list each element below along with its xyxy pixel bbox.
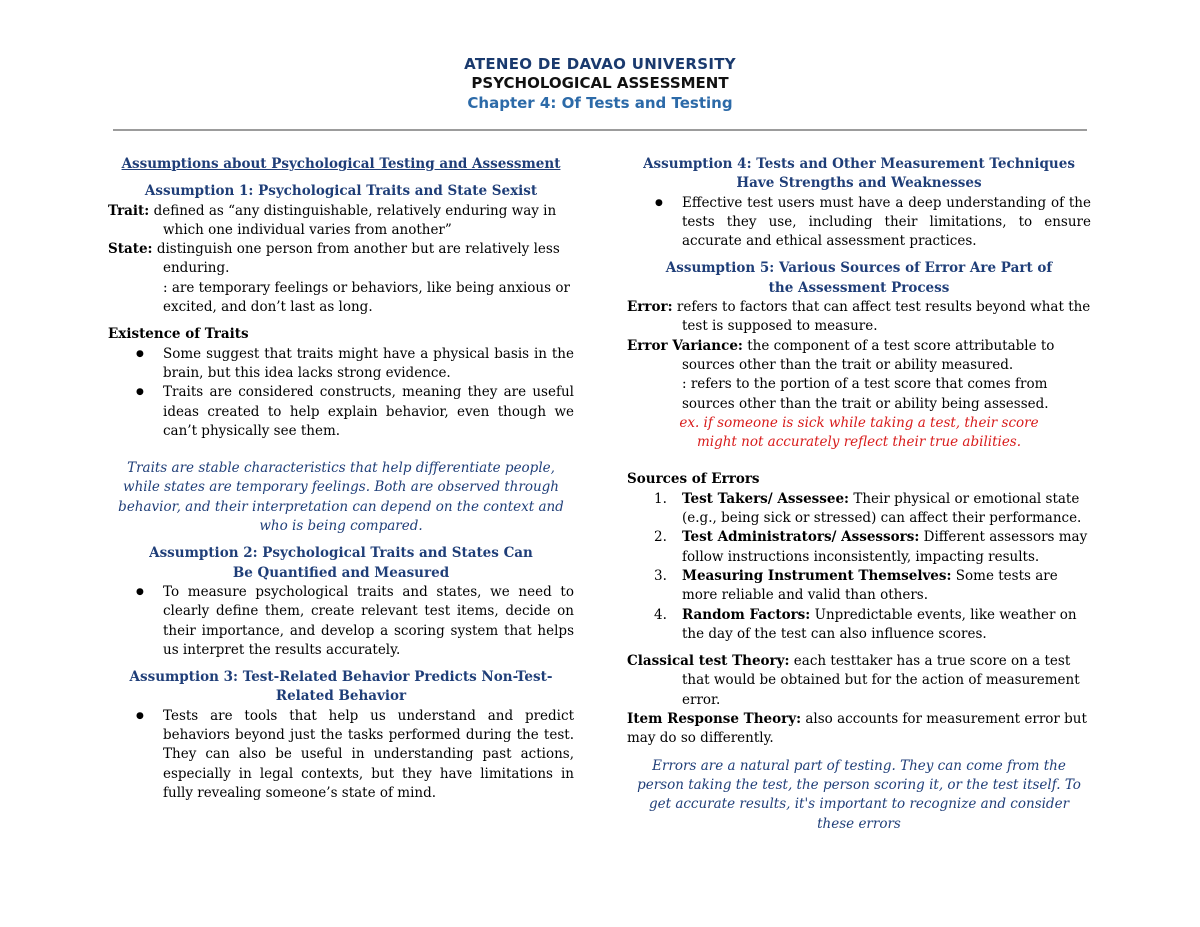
errors-summary-note: Errors are a natural part of testing. They can come from the person taking the test, the person scoring it, or the test itself. To get accurate results, it's important to recognize and consider these errors (637, 757, 1081, 832)
assumption-5-title: Assumption 5: Various Sources of Error Are Part of the Assessment Process (665, 260, 1053, 296)
source-text: Some tests are more reliable and valid than others. (682, 567, 1058, 604)
error-label: Error: (627, 299, 673, 316)
state-label: State: (108, 241, 153, 258)
source-text: Different assessors may follow instructions inconsistently, impacting results. (682, 529, 1088, 565)
ctt-definition (627, 652, 1091, 710)
assumption-2-title: Assumption 2: Psychological Traits and States Can Be Quantified and Measured (149, 545, 533, 581)
university-title: ATENEO DE DAVAO UNIVERSITY (464, 55, 736, 73)
irt-label: Item Response Theory: (627, 711, 802, 728)
chapter-title: Chapter 4: Of Tests and Testing (467, 94, 733, 112)
sources-heading: Sources of Errors (627, 471, 760, 488)
main-section-title: Assumptions about Psychological Testing and Assessment (121, 156, 561, 172)
source-label: Test Administrators/ Assessors: (682, 529, 920, 546)
state-extra: : are temporary feelings or behaviors, like being anxious or excited, and don’t last as long. (163, 279, 570, 316)
source-text: Their physical or emotional state (e.g., being sick or stressed) can affect their performance. (682, 490, 1082, 527)
existence-bullets (108, 345, 574, 441)
example-note: ex. if someone is sick while taking a test, their score might not accurately reflect their true abilities. (679, 414, 1039, 451)
traits-summary-note: Traits are stable characteristics that help differentiate people, while states are temporary feelings. Both are observed through behavior, and their interpretation can depend on the context and who is being compared. (118, 460, 564, 535)
list-number: 2. (654, 529, 667, 546)
course-title: PSYCHOLOGICAL ASSESSMENT (471, 74, 729, 92)
sources-list (627, 490, 1091, 644)
error-definition (627, 298, 1091, 337)
document-header (0, 55, 1200, 113)
list-item: ● Effective test users must have a deep understanding of the tests they use, including their limitations, to ensure accurate and ethical assessment practices. (627, 194, 1091, 252)
list-item: ● Tests are tools that help us understand and predict behaviors beyond just the tasks performed during the test. They can also be useful in understanding past actions, especially in legal contexts, but they have limitations in fully revealing someone’s state of mind. (108, 707, 574, 803)
trait-label: Trait: (108, 202, 150, 219)
source-label: Test Takers/ Assessee: (682, 490, 850, 507)
state-text: distinguish one person from another but are relatively less enduring. (152, 241, 560, 277)
trait-definition (108, 202, 574, 241)
list-item (627, 567, 1091, 606)
list-item (627, 606, 1091, 645)
ctt-label: Classical test Theory: (627, 653, 790, 670)
list-item: ● Traits are considered constructs, meaning they are useful ideas created to help explain behavior, even though we can’t physically see them. (108, 383, 574, 441)
ctt-text: each testtaker has a true score on a test that would be obtained but for the action of measurement error. (682, 653, 1080, 708)
error-variance-text: the component of a test score attributable to sources other than the trait or ability measured. (682, 337, 1055, 373)
assumption-1-title: Assumption 1: Psychological Traits and State Sexist (144, 183, 538, 200)
state-definition (108, 240, 574, 279)
error-text: refers to factors that can affect test results beyond what the test is supposed to measure. (672, 299, 1091, 335)
source-text: Unpredictable events, like weather on the day of the test can also influence scores. (682, 606, 1077, 642)
assumption-4-title: Assumption 4: Tests and Other Measurement Techniques Have Strengths and Weaknesses (643, 156, 1075, 192)
list-item (627, 528, 1091, 567)
list-number: 1. (654, 490, 667, 507)
list-item: ● Some suggest that traits might have a physical basis in the brain, but this idea lacks strong evidence. (108, 345, 574, 384)
assumption-4-bullets (627, 194, 1091, 252)
error-variance-definition (627, 337, 1091, 376)
header-divider (113, 129, 1087, 131)
list-item: ● To measure psychological traits and states, we need to clearly define them, create relevant test items, decide on their importance, and develop a scoring system that helps us interpret the results accurately. (108, 583, 574, 660)
irt-definition (627, 710, 1091, 749)
trait-text: defined as “any distinguishable, relatively enduring way in which one individual varies from another” (149, 202, 557, 238)
list-number: 3. (654, 567, 667, 584)
list-number: 4. (654, 606, 667, 623)
existence-heading: Existence of Traits (108, 326, 249, 343)
list-item (627, 490, 1091, 529)
left-column (108, 155, 574, 803)
assumption-2-bullets (108, 583, 574, 660)
irt-text: also accounts for measurement error but may do so differently. (627, 711, 1087, 747)
assumption-3-title: Assumption 3: Test-Related Behavior Predicts Non-Test-Related Behavior (129, 669, 553, 705)
right-column (627, 155, 1091, 834)
error-variance-label: Error Variance: (627, 337, 743, 354)
error-variance-extra: : refers to the portion of a test score that comes from sources other than the trait or ability being assessed. (682, 376, 1049, 412)
source-label: Random Factors: (682, 606, 811, 623)
assumption-3-bullets (108, 707, 574, 803)
source-label: Measuring Instrument Themselves: (682, 567, 952, 584)
